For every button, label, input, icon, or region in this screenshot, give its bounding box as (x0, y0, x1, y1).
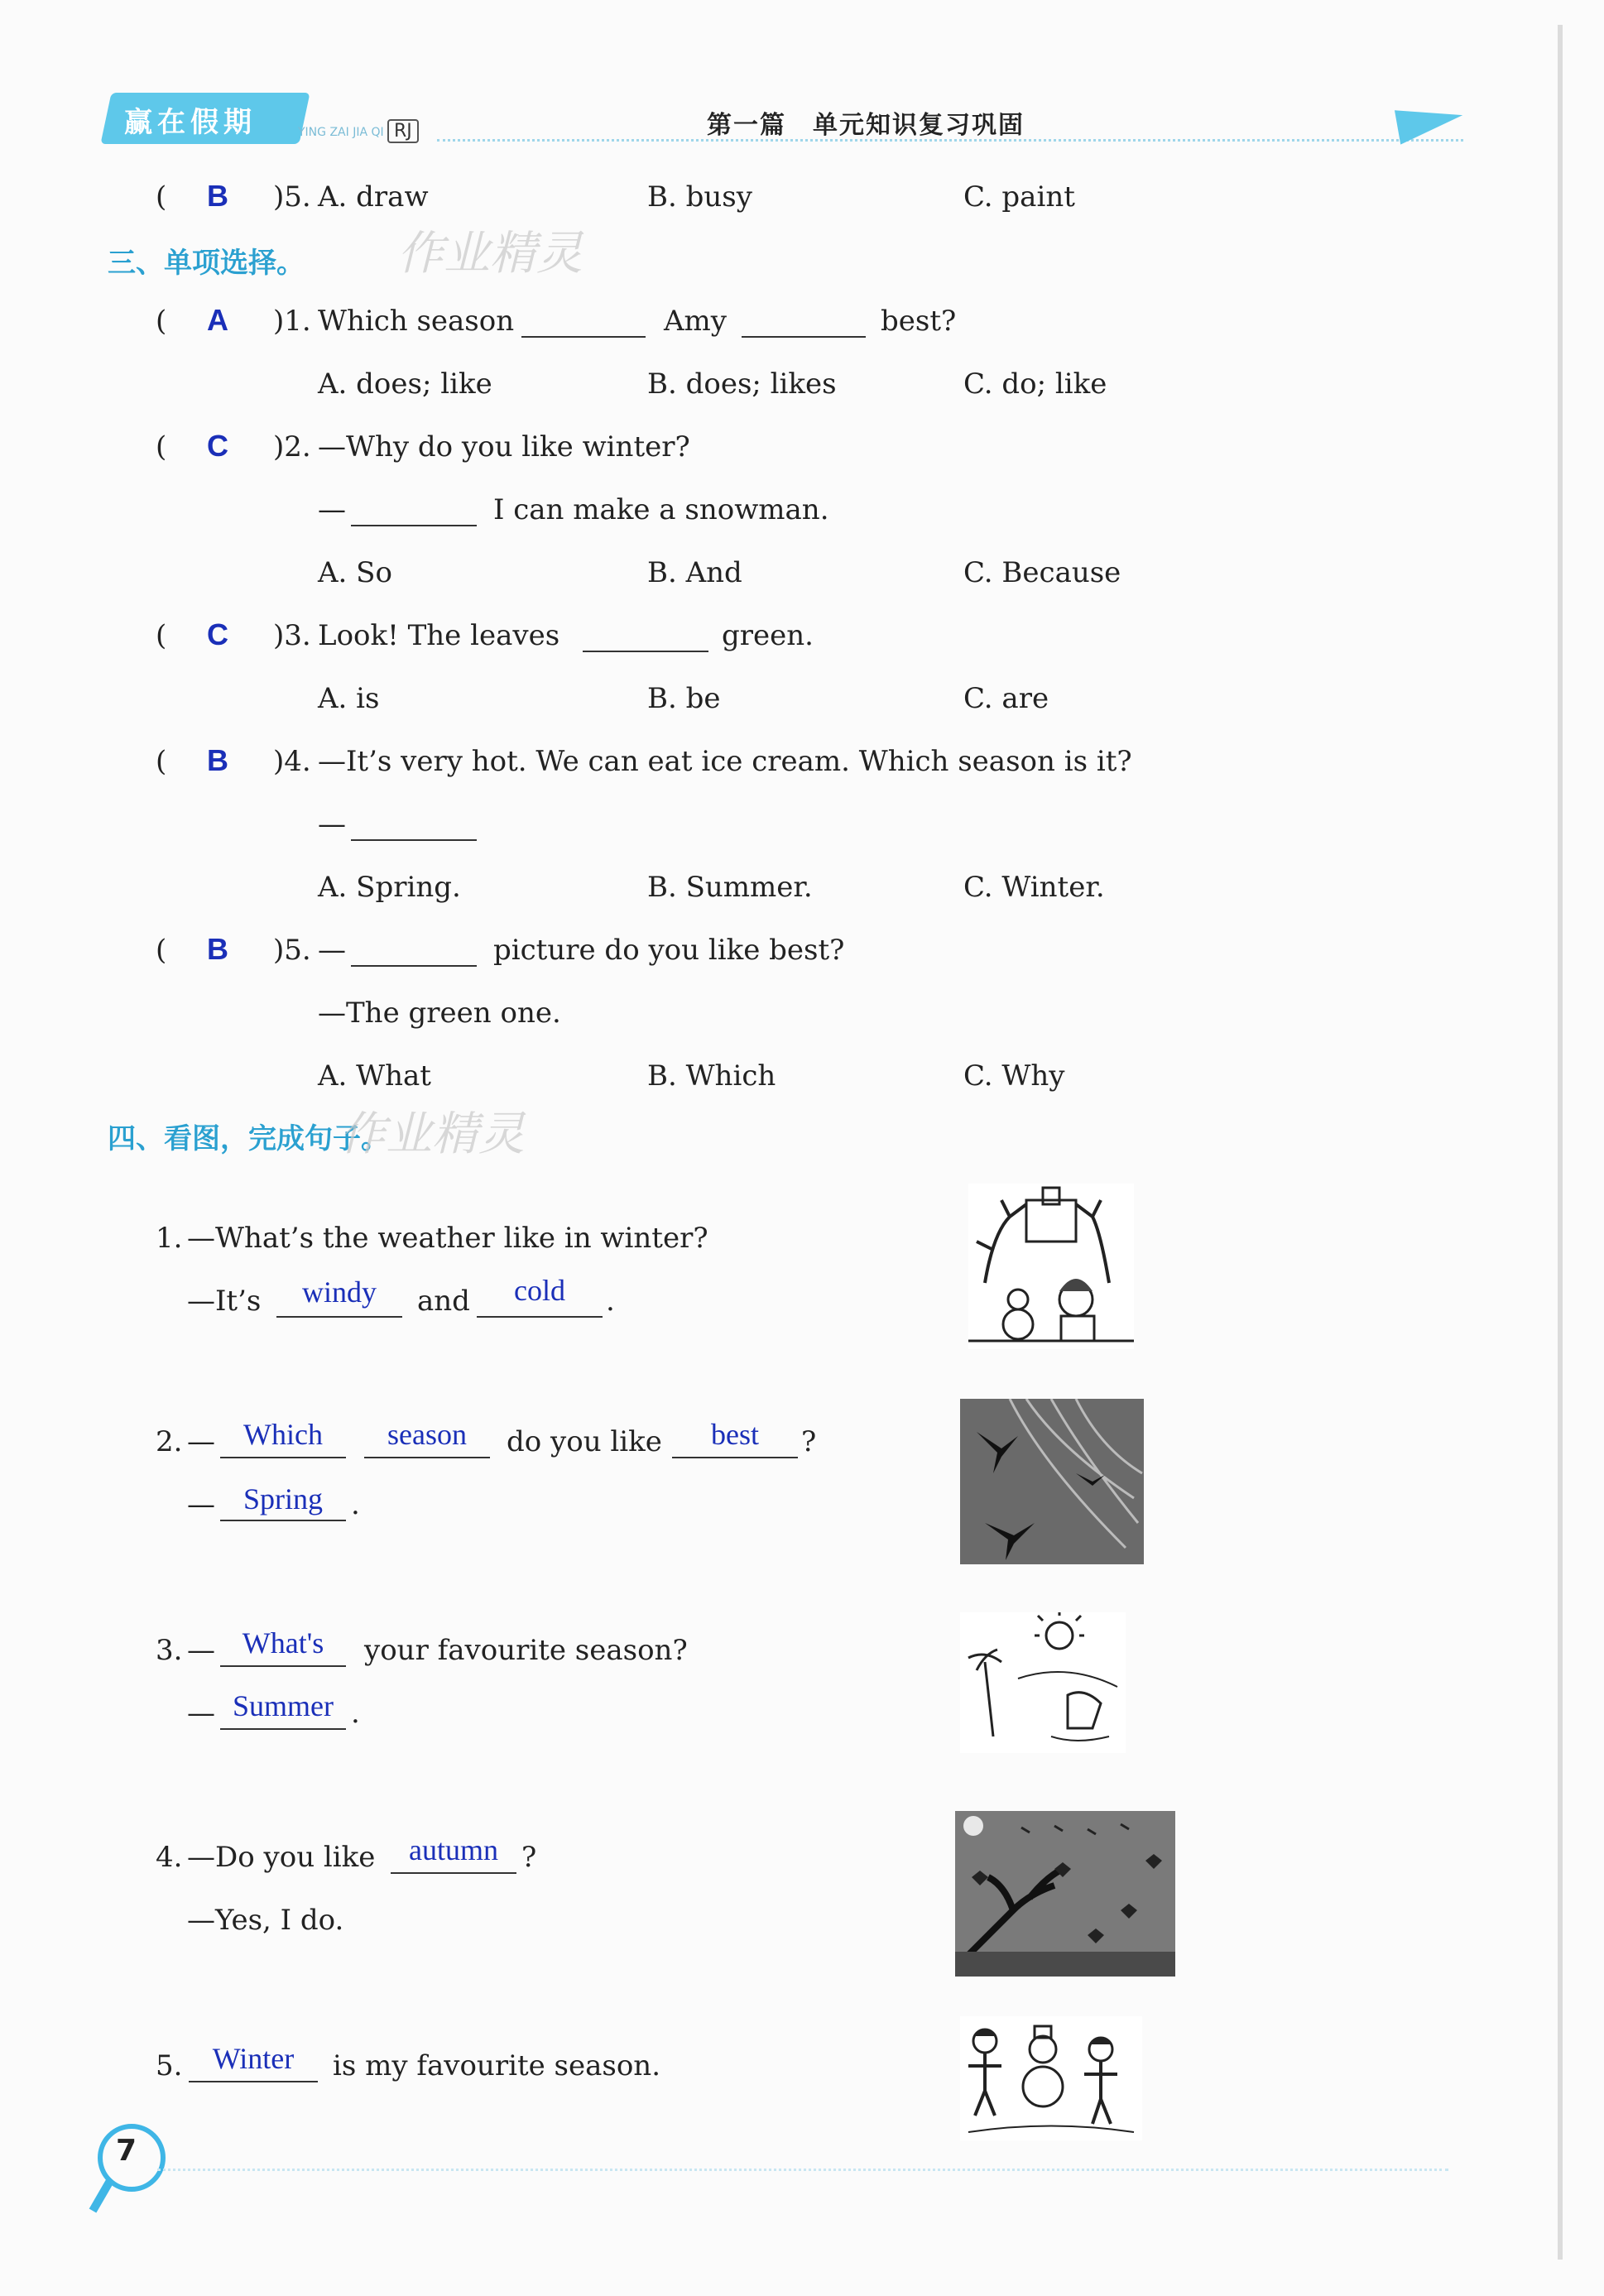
answer-paren-open: ( (156, 180, 167, 214)
answer-blank (276, 1316, 402, 1318)
item-number: 4. (156, 1841, 183, 1874)
option-b: B. be (647, 682, 721, 715)
watermark: 作业精灵 (397, 227, 583, 281)
dash: — (318, 493, 346, 526)
answer-blank (672, 1457, 798, 1458)
punctuation: ? (521, 1841, 537, 1874)
option-a: A. What (318, 1059, 431, 1093)
question-stem-end: green. (722, 619, 814, 652)
question-prefix: —Do you like (187, 1841, 376, 1874)
option-c: C. do; like (963, 367, 1107, 401)
option-c: C. are (963, 682, 1049, 715)
answer-blank (364, 1457, 490, 1458)
answer-mark: C (207, 617, 228, 651)
item-number: 1. (156, 1222, 183, 1255)
dash: — (187, 1488, 215, 1521)
option-a: A. does; like (318, 367, 492, 401)
dash: — (187, 1425, 215, 1458)
answer-paren-open: ( (156, 619, 167, 652)
punctuation: . (606, 1285, 615, 1318)
dash: — (318, 934, 346, 967)
question-number: )2. (273, 430, 311, 464)
question-mid: do you like (507, 1425, 662, 1458)
answer-mark: A (207, 303, 228, 337)
answer-blank (477, 1316, 603, 1318)
question-stem: —Why do you like winter? (318, 430, 690, 464)
watermark: 作业精灵 (339, 1107, 525, 1161)
question-number: )4. (273, 745, 311, 778)
option-b: B. busy (647, 180, 752, 214)
question-line2: I can make a snowman. (493, 493, 829, 526)
item-number: 3. (156, 1634, 183, 1667)
autumn-leaves-illustration (955, 1811, 1175, 1977)
sentence-end: is my favourite season. (333, 2049, 660, 2082)
option-b: B. does; likes (647, 367, 837, 401)
brand-logo-subtext: YING ZAI JIA QI (298, 126, 384, 139)
chapter-title: 第一篇 单元知识复习巩固 (707, 111, 1025, 140)
handwritten-answer: cold (514, 1274, 565, 1307)
handwritten-answer: Which (243, 1418, 323, 1451)
answer-blank (391, 1872, 516, 1874)
option-a: A. draw (318, 180, 429, 214)
answer-paren-open: ( (156, 430, 167, 464)
question-number: )5. (273, 934, 311, 967)
answer-paren-open: ( (156, 305, 167, 338)
answer-blank (220, 1728, 346, 1730)
question-line1: —What’s the weather like in winter? (187, 1222, 708, 1255)
answer-blank (220, 1520, 346, 1521)
option-c: C. paint (963, 180, 1075, 214)
answer-line: —Yes, I do. (187, 1904, 344, 1937)
question-stem: Look! The leaves (318, 619, 560, 652)
question-stem-end: best? (881, 305, 957, 338)
answer-blank (583, 651, 708, 652)
answer-mark: B (207, 932, 228, 966)
question-number: )3. (273, 619, 311, 652)
option-b: B. And (647, 556, 742, 589)
answer-blank (351, 525, 477, 526)
answer-blank (351, 965, 477, 967)
answer-mark: B (207, 179, 228, 213)
conjunction: and (417, 1285, 470, 1318)
punctuation: . (351, 1697, 360, 1730)
answer-blank (351, 839, 477, 841)
option-a: A. is (318, 682, 380, 715)
item-number: 5. (156, 2049, 183, 2082)
dash: — (318, 808, 346, 841)
question-end: your favourite season? (364, 1634, 688, 1667)
question-stem-end: picture do you like best? (493, 934, 845, 967)
question-line2: —The green one. (318, 997, 561, 1030)
handwritten-answer: best (711, 1418, 759, 1451)
option-c: C. Because (963, 556, 1121, 589)
handwritten-answer: season (387, 1418, 467, 1451)
option-a: A. So (318, 556, 392, 589)
handwritten-answer: Spring (243, 1482, 323, 1515)
answer-blank (220, 1665, 346, 1667)
edition-badge: RJ (387, 119, 419, 143)
answer-blank (521, 336, 646, 338)
question-stem-mid: Amy (664, 305, 728, 338)
question-number: )1. (273, 305, 311, 338)
summer-beach-illustration (960, 1612, 1126, 1753)
handwritten-answer: What's (242, 1626, 324, 1660)
page-edge (1558, 25, 1563, 2260)
winter-snowman-illustration (968, 1184, 1134, 1349)
handwritten-answer: windy (302, 1275, 377, 1309)
answer-paren-open: ( (156, 745, 167, 778)
handwritten-answer: Summer (233, 1689, 334, 1722)
handwritten-answer: autumn (409, 1833, 498, 1866)
answer-paren-open: ( (156, 934, 167, 967)
option-c: C. Winter. (963, 871, 1105, 904)
option-b: B. Which (647, 1059, 776, 1093)
handwritten-answer: Winter (212, 2042, 295, 2075)
punctuation: ? (801, 1425, 817, 1458)
winter-children-illustration (960, 2016, 1142, 2140)
answer-blank (189, 2081, 318, 2082)
dash: — (187, 1697, 215, 1730)
item-number: 2. (156, 1425, 183, 1458)
answer-prefix: —It’s (187, 1285, 262, 1318)
section-4-title: 四、看图，完成句子。 (108, 1122, 389, 1155)
question-stem: —It’s very hot. We can eat ice cream. Which season is it? (318, 745, 1132, 778)
punctuation: . (351, 1488, 360, 1521)
answer-blank (742, 336, 866, 338)
brand-logo-text: 赢在假期 (124, 106, 257, 139)
page-header (106, 93, 1463, 159)
option-a: A. Spring. (318, 871, 461, 904)
paper-plane-icon (1395, 98, 1466, 144)
answer-blank (220, 1457, 346, 1458)
dash: — (187, 1634, 215, 1667)
answer-mark: C (207, 429, 228, 463)
option-c: C. Why (963, 1059, 1065, 1093)
option-b: B. Summer. (647, 871, 813, 904)
spring-swallows-illustration (960, 1399, 1144, 1564)
magnifier-handle (89, 2177, 115, 2212)
page-number: 7 (116, 2134, 137, 2168)
answer-mark: B (207, 743, 228, 777)
question-number: )5. (273, 180, 311, 214)
section-3-title: 三、单项选择。 (108, 247, 305, 280)
footer-divider (157, 2169, 1448, 2171)
question-stem: Which season (318, 305, 515, 338)
